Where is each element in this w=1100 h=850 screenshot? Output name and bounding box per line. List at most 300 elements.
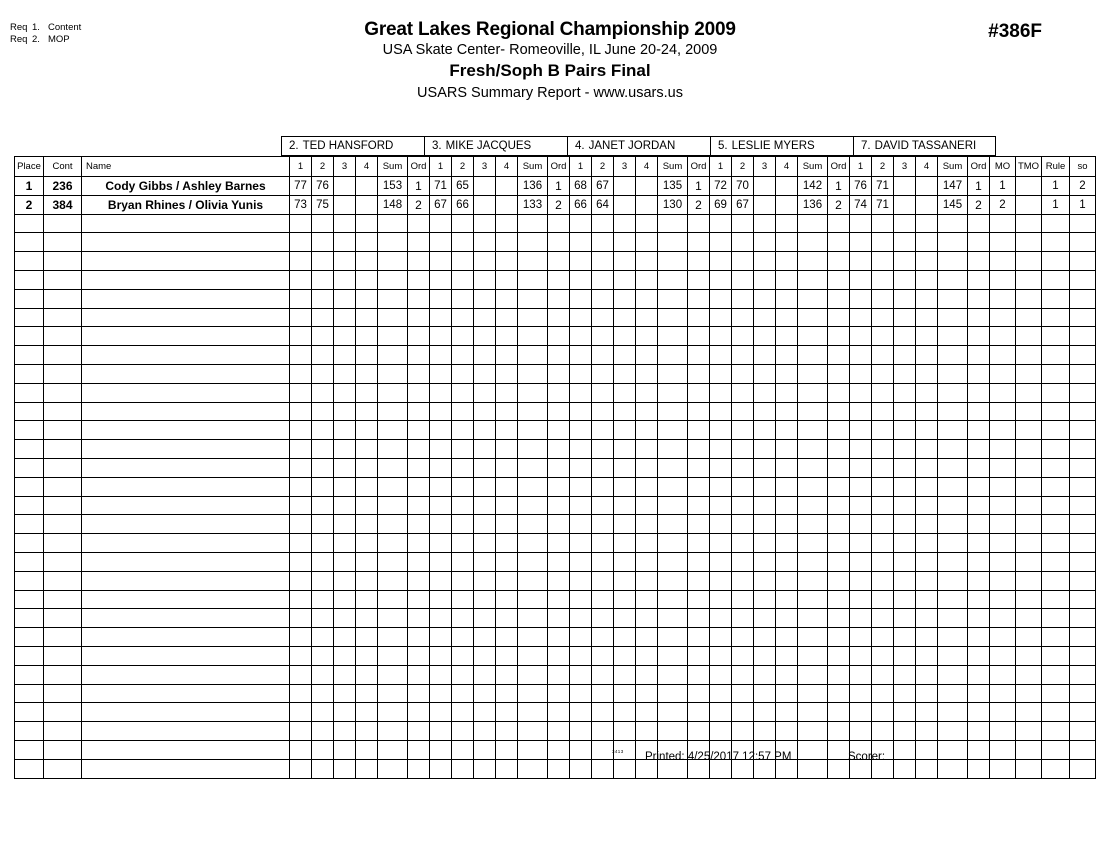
cell-empty[interactable] [334, 364, 356, 383]
cell-empty[interactable] [548, 327, 570, 346]
cell-empty[interactable] [44, 421, 82, 440]
cell-empty[interactable] [474, 458, 496, 477]
cell-empty[interactable] [894, 628, 916, 647]
cell-empty[interactable] [430, 270, 452, 289]
cell-empty[interactable] [872, 233, 894, 252]
cell-empty[interactable] [548, 722, 570, 741]
cell-judge4-mark3[interactable] [754, 195, 776, 214]
cell-empty[interactable] [872, 496, 894, 515]
cell-empty[interactable] [290, 477, 312, 496]
cell-empty[interactable] [990, 477, 1016, 496]
cell-empty[interactable] [334, 684, 356, 703]
cell-empty[interactable] [1070, 515, 1096, 534]
cell-empty[interactable] [570, 214, 592, 233]
cell-empty[interactable] [828, 440, 850, 459]
cell-empty[interactable] [312, 534, 334, 553]
cell-empty[interactable] [850, 552, 872, 571]
cell-empty[interactable] [894, 421, 916, 440]
cell-empty[interactable] [968, 515, 990, 534]
cell-judge4-sum[interactable]: 142 [798, 177, 828, 196]
cell-empty[interactable] [938, 515, 968, 534]
cell-empty[interactable] [44, 496, 82, 515]
cell-empty[interactable] [828, 628, 850, 647]
cell-empty[interactable] [894, 496, 916, 515]
cell-empty[interactable] [894, 233, 916, 252]
cell-empty[interactable] [356, 364, 378, 383]
cell-empty[interactable] [378, 534, 408, 553]
cell-empty[interactable] [894, 346, 916, 365]
cell-empty[interactable] [474, 233, 496, 252]
cell-empty[interactable] [636, 327, 658, 346]
cell-empty[interactable] [688, 233, 710, 252]
cell-empty[interactable] [378, 703, 408, 722]
cell-empty[interactable] [356, 609, 378, 628]
cell-empty[interactable] [15, 440, 44, 459]
cell-empty[interactable] [15, 609, 44, 628]
cell-empty[interactable] [828, 214, 850, 233]
cell-empty[interactable] [378, 477, 408, 496]
cell-empty[interactable] [658, 477, 688, 496]
cell-empty[interactable] [378, 609, 408, 628]
cell-judge5-mark4[interactable] [916, 195, 938, 214]
cell-empty[interactable] [82, 534, 290, 553]
cell-empty[interactable] [658, 646, 688, 665]
cell-empty[interactable] [592, 458, 614, 477]
cell-empty[interactable] [938, 552, 968, 571]
cell-empty[interactable] [850, 458, 872, 477]
cell-empty[interactable] [776, 477, 798, 496]
cell-empty[interactable] [894, 684, 916, 703]
cell-empty[interactable] [474, 327, 496, 346]
cell-empty[interactable] [916, 346, 938, 365]
cell-empty[interactable] [754, 496, 776, 515]
cell-empty[interactable] [916, 759, 938, 778]
cell-empty[interactable] [916, 571, 938, 590]
cell-empty[interactable] [754, 609, 776, 628]
cell-empty[interactable] [430, 571, 452, 590]
cell-empty[interactable] [732, 327, 754, 346]
cell-empty[interactable] [732, 364, 754, 383]
cell-empty[interactable] [1016, 552, 1042, 571]
cell-empty[interactable] [710, 214, 732, 233]
cell-empty[interactable] [82, 496, 290, 515]
cell-empty[interactable] [334, 233, 356, 252]
cell-empty[interactable] [1070, 496, 1096, 515]
cell-empty[interactable] [356, 665, 378, 684]
cell-empty[interactable] [15, 308, 44, 327]
cell-empty[interactable] [82, 421, 290, 440]
cell-empty[interactable] [938, 646, 968, 665]
cell-empty[interactable] [1070, 252, 1096, 271]
cell-empty[interactable] [688, 458, 710, 477]
cell-empty[interactable] [290, 270, 312, 289]
cell-empty[interactable] [1016, 346, 1042, 365]
cell-empty[interactable] [474, 571, 496, 590]
cell-empty[interactable] [732, 252, 754, 271]
cell-empty[interactable] [496, 402, 518, 421]
cell-empty[interactable] [938, 346, 968, 365]
cell-empty[interactable] [968, 477, 990, 496]
cell-judge3-mark1[interactable]: 66 [570, 195, 592, 214]
cell-empty[interactable] [82, 252, 290, 271]
cell-empty[interactable] [990, 308, 1016, 327]
cell-empty[interactable] [614, 346, 636, 365]
cell-empty[interactable] [1070, 364, 1096, 383]
cell-empty[interactable] [334, 665, 356, 684]
cell-judge5-sum[interactable]: 145 [938, 195, 968, 214]
cell-empty[interactable] [872, 722, 894, 741]
cell-empty[interactable] [990, 646, 1016, 665]
cell-empty[interactable] [82, 571, 290, 590]
cell-empty[interactable] [732, 571, 754, 590]
cell-empty[interactable] [15, 383, 44, 402]
cell-empty[interactable] [688, 703, 710, 722]
cell-empty[interactable] [732, 289, 754, 308]
cell-cont[interactable]: 236 [44, 177, 82, 196]
cell-empty[interactable] [798, 571, 828, 590]
cell-empty[interactable] [592, 477, 614, 496]
cell-empty[interactable] [754, 214, 776, 233]
cell-empty[interactable] [592, 759, 614, 778]
cell-empty[interactable] [872, 534, 894, 553]
cell-empty[interactable] [828, 252, 850, 271]
cell-empty[interactable] [636, 703, 658, 722]
cell-empty[interactable] [82, 214, 290, 233]
cell-empty[interactable] [312, 740, 334, 759]
cell-empty[interactable] [378, 214, 408, 233]
cell-empty[interactable] [968, 327, 990, 346]
cell-judge2-sum[interactable]: 136 [518, 177, 548, 196]
cell-judge1-mark2[interactable]: 76 [312, 177, 334, 196]
cell-empty[interactable] [614, 609, 636, 628]
cell-empty[interactable] [688, 590, 710, 609]
cell-empty[interactable] [968, 722, 990, 741]
cell-empty[interactable] [636, 233, 658, 252]
cell-empty[interactable] [938, 496, 968, 515]
cell-empty[interactable] [614, 684, 636, 703]
cell-empty[interactable] [474, 270, 496, 289]
cell-empty[interactable] [1016, 722, 1042, 741]
cell-judge1-sum[interactable]: 148 [378, 195, 408, 214]
cell-empty[interactable] [312, 327, 334, 346]
cell-empty[interactable] [452, 458, 474, 477]
cell-empty[interactable] [990, 515, 1016, 534]
cell-empty[interactable] [548, 552, 570, 571]
cell-empty[interactable] [658, 421, 688, 440]
cell-empty[interactable] [378, 308, 408, 327]
cell-empty[interactable] [408, 421, 430, 440]
cell-empty[interactable] [872, 383, 894, 402]
cell-empty[interactable] [474, 590, 496, 609]
cell-empty[interactable] [968, 703, 990, 722]
cell-empty[interactable] [916, 534, 938, 553]
cell-empty[interactable] [658, 722, 688, 741]
cell-empty[interactable] [1016, 364, 1042, 383]
cell-empty[interactable] [518, 383, 548, 402]
cell-empty[interactable] [570, 402, 592, 421]
cell-empty[interactable] [710, 684, 732, 703]
cell-empty[interactable] [1042, 440, 1070, 459]
cell-empty[interactable] [312, 703, 334, 722]
cell-empty[interactable] [614, 402, 636, 421]
cell-empty[interactable] [312, 571, 334, 590]
cell-empty[interactable] [474, 722, 496, 741]
cell-empty[interactable] [378, 571, 408, 590]
cell-empty[interactable] [15, 571, 44, 590]
cell-empty[interactable] [968, 534, 990, 553]
cell-empty[interactable] [290, 327, 312, 346]
cell-empty[interactable] [496, 534, 518, 553]
cell-empty[interactable] [518, 515, 548, 534]
cell-empty[interactable] [636, 458, 658, 477]
cell-empty[interactable] [614, 458, 636, 477]
cell-empty[interactable] [44, 289, 82, 308]
cell-empty[interactable] [916, 609, 938, 628]
cell-empty[interactable] [614, 383, 636, 402]
cell-empty[interactable] [312, 289, 334, 308]
cell-empty[interactable] [452, 740, 474, 759]
cell-empty[interactable] [1016, 684, 1042, 703]
cell-empty[interactable] [570, 628, 592, 647]
cell-empty[interactable] [82, 458, 290, 477]
cell-empty[interactable] [916, 214, 938, 233]
cell-empty[interactable] [968, 590, 990, 609]
cell-empty[interactable] [474, 477, 496, 496]
cell-empty[interactable] [872, 364, 894, 383]
cell-empty[interactable] [732, 458, 754, 477]
cell-empty[interactable] [356, 346, 378, 365]
cell-empty[interactable] [334, 590, 356, 609]
cell-empty[interactable] [496, 590, 518, 609]
cell-empty[interactable] [82, 327, 290, 346]
cell-empty[interactable] [798, 684, 828, 703]
cell-empty[interactable] [658, 233, 688, 252]
cell-empty[interactable] [776, 496, 798, 515]
cell-empty[interactable] [850, 590, 872, 609]
cell-empty[interactable] [688, 402, 710, 421]
cell-empty[interactable] [1016, 534, 1042, 553]
cell-empty[interactable] [1070, 722, 1096, 741]
cell-empty[interactable] [548, 646, 570, 665]
cell-empty[interactable] [452, 609, 474, 628]
cell-empty[interactable] [938, 609, 968, 628]
cell-empty[interactable] [334, 308, 356, 327]
cell-empty[interactable] [894, 214, 916, 233]
cell-empty[interactable] [614, 703, 636, 722]
cell-empty[interactable] [968, 440, 990, 459]
cell-empty[interactable] [570, 327, 592, 346]
cell-empty[interactable] [452, 665, 474, 684]
cell-empty[interactable] [1042, 740, 1070, 759]
cell-empty[interactable] [356, 477, 378, 496]
cell-empty[interactable] [658, 515, 688, 534]
cell-empty[interactable] [496, 722, 518, 741]
cell-empty[interactable] [408, 477, 430, 496]
cell-judge4-mark1[interactable]: 72 [710, 177, 732, 196]
cell-empty[interactable] [658, 252, 688, 271]
cell-empty[interactable] [44, 383, 82, 402]
cell-empty[interactable] [430, 628, 452, 647]
cell-empty[interactable] [334, 628, 356, 647]
cell-empty[interactable] [15, 665, 44, 684]
cell-empty[interactable] [378, 327, 408, 346]
cell-empty[interactable] [1016, 646, 1042, 665]
cell-empty[interactable] [916, 646, 938, 665]
cell-empty[interactable] [312, 515, 334, 534]
cell-empty[interactable] [1042, 571, 1070, 590]
cell-empty[interactable] [688, 214, 710, 233]
cell-empty[interactable] [938, 252, 968, 271]
cell-empty[interactable] [592, 402, 614, 421]
cell-empty[interactable] [850, 346, 872, 365]
cell-empty[interactable] [334, 383, 356, 402]
cell-empty[interactable] [518, 252, 548, 271]
cell-empty[interactable] [408, 703, 430, 722]
cell-empty[interactable] [312, 308, 334, 327]
cell-empty[interactable] [990, 252, 1016, 271]
cell-empty[interactable] [710, 252, 732, 271]
cell-empty[interactable] [312, 646, 334, 665]
cell-empty[interactable] [938, 722, 968, 741]
cell-empty[interactable] [356, 628, 378, 647]
cell-empty[interactable] [850, 364, 872, 383]
cell-cont[interactable]: 384 [44, 195, 82, 214]
cell-empty[interactable] [82, 740, 290, 759]
cell-empty[interactable] [312, 458, 334, 477]
cell-empty[interactable] [290, 346, 312, 365]
cell-empty[interactable] [378, 383, 408, 402]
cell-empty[interactable] [1016, 440, 1042, 459]
cell-empty[interactable] [1016, 233, 1042, 252]
cell-empty[interactable] [798, 740, 828, 759]
cell-empty[interactable] [1016, 590, 1042, 609]
cell-empty[interactable] [1016, 289, 1042, 308]
cell-empty[interactable] [378, 233, 408, 252]
cell-empty[interactable] [968, 270, 990, 289]
cell-empty[interactable] [828, 270, 850, 289]
cell-empty[interactable] [430, 646, 452, 665]
cell-empty[interactable] [754, 289, 776, 308]
cell-empty[interactable] [798, 646, 828, 665]
cell-empty[interactable] [290, 233, 312, 252]
cell-empty[interactable] [658, 270, 688, 289]
cell-empty[interactable] [828, 421, 850, 440]
cell-empty[interactable] [872, 703, 894, 722]
cell-empty[interactable] [570, 496, 592, 515]
cell-empty[interactable] [850, 233, 872, 252]
cell-empty[interactable] [850, 646, 872, 665]
cell-empty[interactable] [828, 740, 850, 759]
cell-empty[interactable] [290, 496, 312, 515]
cell-empty[interactable] [474, 609, 496, 628]
cell-empty[interactable] [1070, 402, 1096, 421]
cell-empty[interactable] [968, 364, 990, 383]
cell-empty[interactable] [1016, 759, 1042, 778]
cell-empty[interactable] [356, 722, 378, 741]
cell-empty[interactable] [496, 628, 518, 647]
cell-empty[interactable] [894, 515, 916, 534]
cell-empty[interactable] [518, 402, 548, 421]
cell-empty[interactable] [850, 477, 872, 496]
cell-empty[interactable] [990, 327, 1016, 346]
cell-empty[interactable] [452, 327, 474, 346]
cell-empty[interactable] [894, 571, 916, 590]
cell-empty[interactable] [754, 477, 776, 496]
cell-empty[interactable] [430, 421, 452, 440]
cell-empty[interactable] [496, 515, 518, 534]
cell-empty[interactable] [356, 252, 378, 271]
cell-empty[interactable] [408, 590, 430, 609]
cell-empty[interactable] [688, 515, 710, 534]
cell-empty[interactable] [592, 628, 614, 647]
cell-empty[interactable] [474, 402, 496, 421]
cell-empty[interactable] [430, 364, 452, 383]
cell-empty[interactable] [828, 665, 850, 684]
cell-empty[interactable] [614, 628, 636, 647]
cell-empty[interactable] [1016, 383, 1042, 402]
cell-empty[interactable] [968, 552, 990, 571]
cell-empty[interactable] [798, 440, 828, 459]
cell-empty[interactable] [850, 496, 872, 515]
cell-empty[interactable] [356, 289, 378, 308]
cell-tmo[interactable] [1016, 195, 1042, 214]
cell-empty[interactable] [452, 364, 474, 383]
cell-empty[interactable] [916, 703, 938, 722]
cell-empty[interactable] [1042, 308, 1070, 327]
cell-empty[interactable] [290, 289, 312, 308]
cell-empty[interactable] [732, 346, 754, 365]
cell-empty[interactable] [408, 270, 430, 289]
cell-judge1-mark2[interactable]: 75 [312, 195, 334, 214]
cell-empty[interactable] [312, 214, 334, 233]
cell-empty[interactable] [592, 571, 614, 590]
cell-empty[interactable] [872, 308, 894, 327]
cell-judge4-mark3[interactable] [754, 177, 776, 196]
cell-empty[interactable] [754, 665, 776, 684]
cell-empty[interactable] [592, 740, 614, 759]
cell-empty[interactable] [688, 552, 710, 571]
cell-empty[interactable] [938, 534, 968, 553]
cell-empty[interactable] [518, 552, 548, 571]
cell-empty[interactable] [968, 496, 990, 515]
cell-empty[interactable] [1070, 703, 1096, 722]
cell-empty[interactable] [894, 590, 916, 609]
cell-judge1-mark1[interactable]: 73 [290, 195, 312, 214]
cell-empty[interactable] [754, 515, 776, 534]
cell-empty[interactable] [894, 609, 916, 628]
cell-empty[interactable] [710, 402, 732, 421]
cell-empty[interactable] [82, 233, 290, 252]
cell-empty[interactable] [548, 214, 570, 233]
cell-empty[interactable] [474, 289, 496, 308]
cell-empty[interactable] [290, 252, 312, 271]
cell-judge3-mark4[interactable] [636, 177, 658, 196]
cell-empty[interactable] [798, 703, 828, 722]
cell-empty[interactable] [334, 402, 356, 421]
cell-empty[interactable] [496, 552, 518, 571]
cell-empty[interactable] [312, 609, 334, 628]
cell-judge3-mark3[interactable] [614, 177, 636, 196]
cell-empty[interactable] [378, 552, 408, 571]
cell-empty[interactable] [408, 383, 430, 402]
cell-empty[interactable] [312, 270, 334, 289]
cell-empty[interactable] [658, 609, 688, 628]
cell-empty[interactable] [1070, 440, 1096, 459]
cell-empty[interactable] [570, 346, 592, 365]
cell-empty[interactable] [850, 252, 872, 271]
cell-empty[interactable] [1016, 515, 1042, 534]
cell-empty[interactable] [776, 289, 798, 308]
